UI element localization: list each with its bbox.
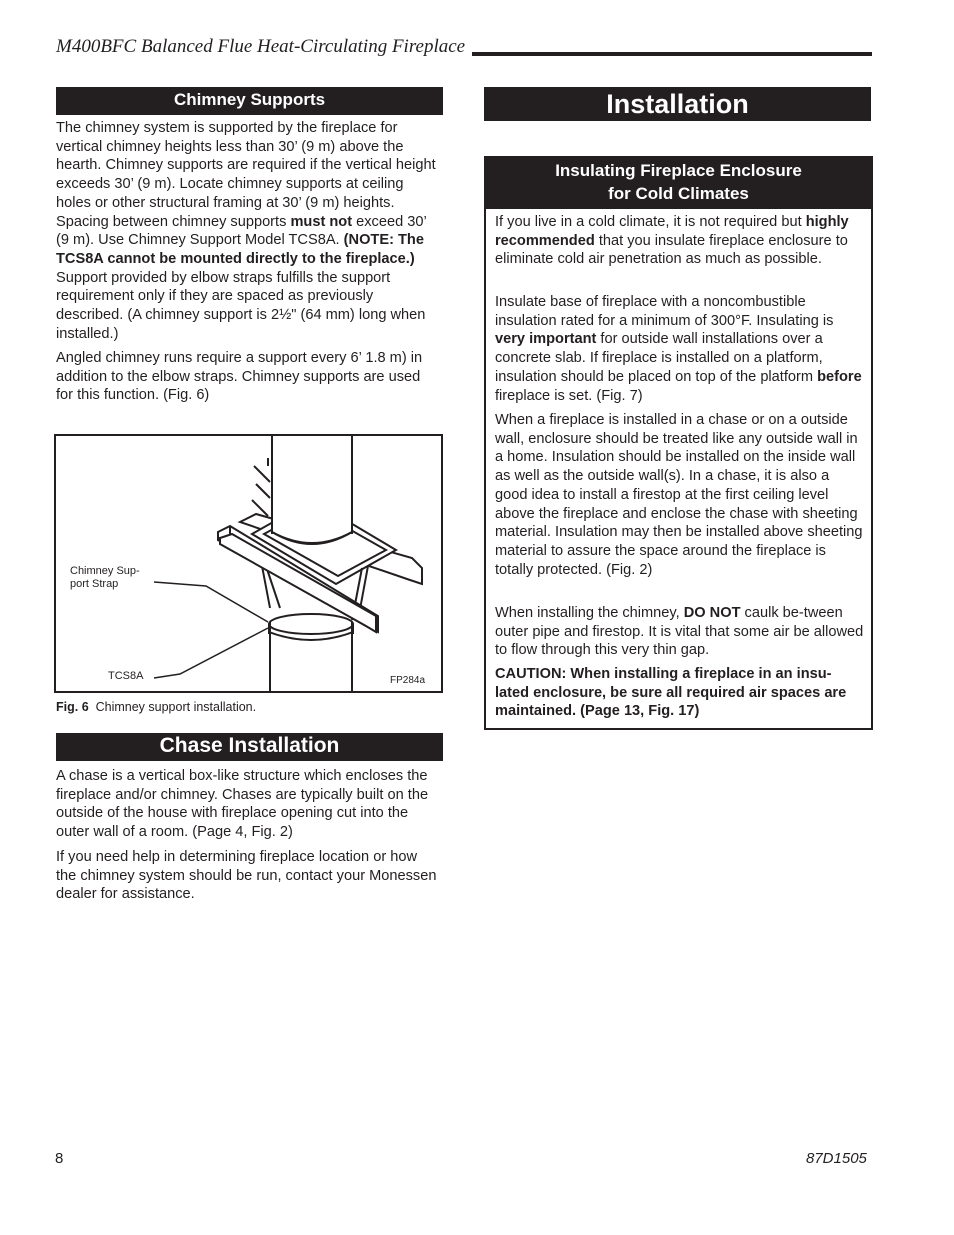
caution-note: CAUTION: When installing a fireplace in an insu-lated enclosure, be sure all required air spaces are maintained. (Page 13, Fig. 17) bbox=[495, 666, 847, 720]
chase-paragraph-2: If you need help in determining fireplace location or how the chimney system should be run, contact your Monessen dealer for assistance. bbox=[56, 849, 437, 903]
header-rule bbox=[472, 52, 872, 56]
page-number: 8 bbox=[55, 1150, 64, 1167]
figure-6-frame bbox=[54, 434, 443, 693]
insulating-paragraph-4: When installing the chimney, DO NOT caulk be-tween outer pipe and firestop. It is vital that some air be allowed to flow through this very thin gap. bbox=[495, 605, 864, 659]
box-heading-line-1: Insulating Fireplace Enclosure bbox=[555, 161, 802, 180]
chase-paragraph-1: A chase is a vertical box-like structure which encloses the fireplace and/or chimney. Chases are typically built on the outside of the house with fireplace opening cut into the outer wall of a room. (Page 4, Fig. 2) bbox=[56, 768, 429, 841]
chimney-supports-paragraph-2: Angled chimney runs require a support every 6’ 1.8 m) in addition to the elbow straps. Chimney supports are used for this function. (Fig. 6) bbox=[56, 350, 423, 404]
figure-label-strap: Chimney Sup- port Strap bbox=[70, 565, 140, 590]
chimney-supports-heading: Chimney Supports bbox=[56, 87, 443, 115]
insulating-paragraph-3: When a fireplace is installed in a chase or on a outside wall, enclosure should be treated like any outside wall in a home. Insulation should be installed on the inside wall as well as the outside wall(s). In a chase, it is also a good idea to install a firestop at the first ceiling level above the fireplace and enclose the chase with sheeting material. Insulation may then be installed above sheeting material to assure the space around the fireplace is totally protected. (Fig. 2) bbox=[495, 412, 863, 578]
figure-6-caption: Fig. 6 Chimney support installation. bbox=[56, 700, 257, 714]
insulating-paragraph-1: If you live in a cold climate, it is not required but highly recommended that you insulate fireplace enclosure to eliminate cold air penetration as much as possible. bbox=[495, 214, 849, 268]
chimney-supports-paragraph-1: The chimney system is supported by the fireplace for vertical chimney heights less than 30’ (9 m) above the hearth. Chimney supports are required if the vertical height exceeds 30’ (9 m). Locate chimney supports at ceiling holes or other structural framing at 30’ (9 m) heights. Spacing between chimney supports must not exceed 30’ (9 m). Use Chimney Support Model TCS8A. (NOTE: The TCS8A cannot be mounted directly to the fireplace.) Support provided by elbow straps fulfills the support requirement only if they are spaced as previously described. (A chimney support is 2½" (64 mm) long when installed.) bbox=[56, 120, 436, 342]
installation-title: Installation bbox=[484, 87, 871, 121]
document-code: 87D1505 bbox=[806, 1150, 867, 1167]
figure-code: FP284a bbox=[390, 675, 426, 686]
document-header-title: M400BFC Balanced Flue Heat-Circulating Fireplace bbox=[56, 36, 466, 57]
insulating-paragraph-2: Insulate base of fireplace with a noncombustible insulation rated for a minimum of 300°F. Insulating is very important for outside wall installations over a concrete slab. If fireplace is installed on a platform, insulation should be placed on top of the platform before fireplace is set. (Fig. 7) bbox=[495, 294, 862, 404]
chase-installation-heading: Chase Installation bbox=[56, 733, 443, 761]
insulating-enclosure-heading bbox=[486, 158, 871, 209]
box-heading-line-2: for Cold Climates bbox=[608, 184, 749, 203]
figure-label-tcs8a: TCS8A bbox=[108, 670, 144, 682]
insulating-enclosure-box bbox=[484, 156, 873, 730]
chimney-support-illustration bbox=[56, 436, 441, 691]
